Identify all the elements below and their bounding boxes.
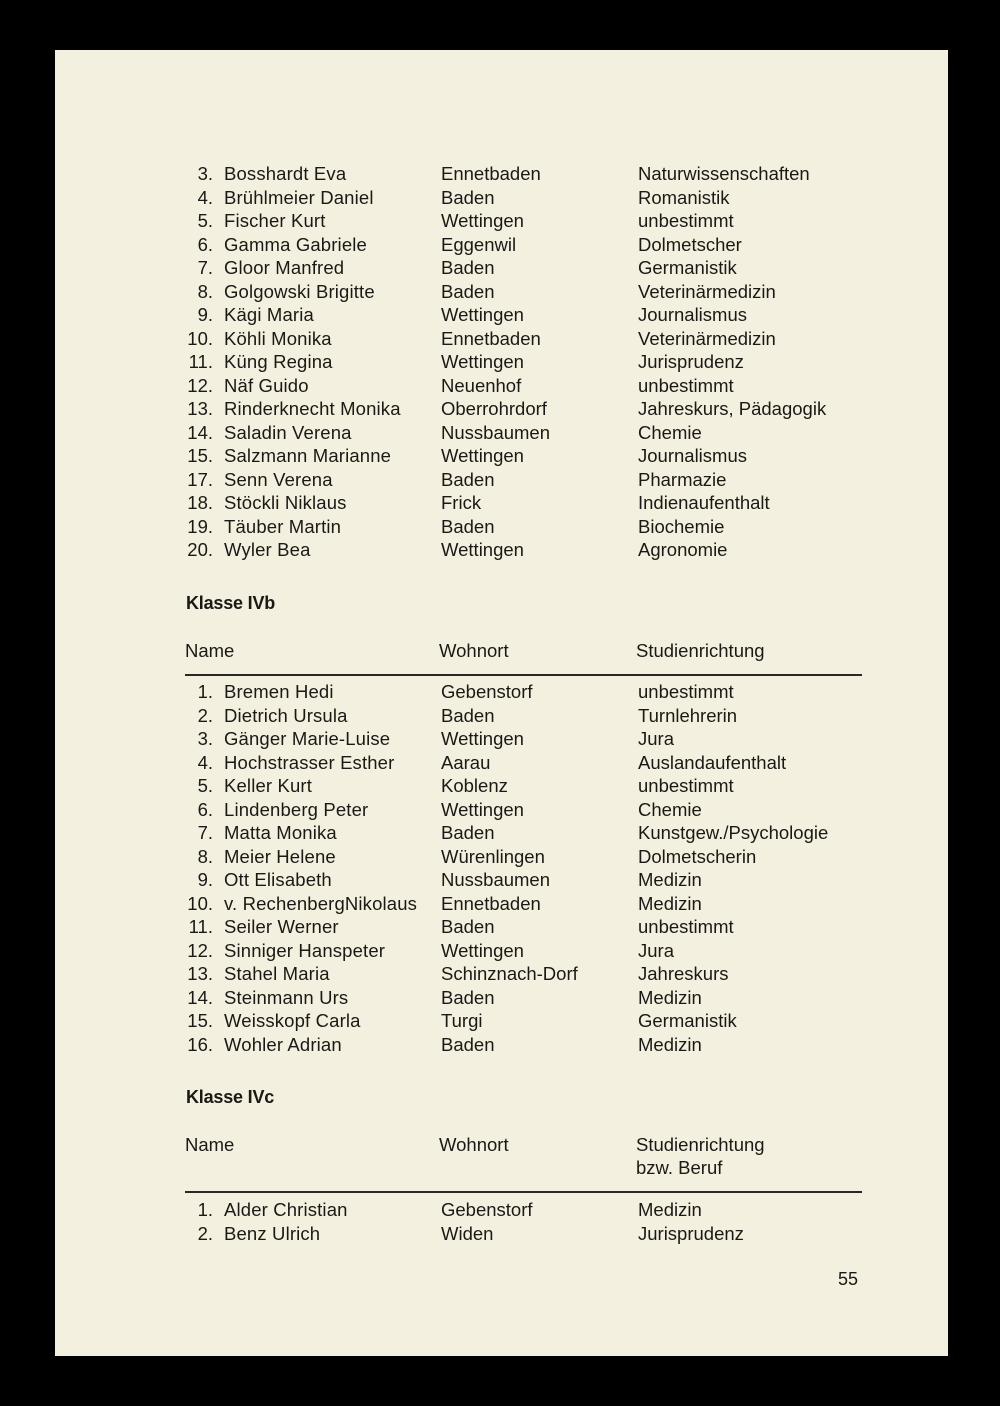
entry-wohnort: Ennetbaden: [441, 327, 541, 349]
entry-name: Steinmann Urs: [224, 986, 349, 1008]
list-item: [187, 303, 867, 327]
list-item: [187, 1009, 867, 1033]
entry-name: Matta Monika: [224, 822, 337, 843]
entry-wohnort: Würenlingen: [441, 845, 545, 867]
entry-number: 2.: [197, 704, 213, 726]
entry-name: Golgowski Brigitte: [224, 280, 375, 302]
entry-studienrichtung: Indienaufenthalt: [638, 492, 770, 513]
entry-number: 7.: [197, 257, 213, 278]
list-item: [187, 868, 867, 892]
list-item: [187, 798, 867, 822]
entry-name: Stahel Maria: [224, 963, 330, 984]
entry-wohnort: Wettingen: [441, 939, 524, 961]
entry-studienrichtung: unbestimmt: [638, 210, 734, 231]
entry-number: 8.: [197, 280, 213, 302]
entry-name: Salzmann Marianne: [224, 445, 392, 466]
entry-wohnort: Baden: [441, 986, 495, 1008]
entry-studienrichtung: Pharmazie: [638, 468, 727, 490]
entry-wohnort: Wettingen: [441, 539, 524, 560]
entry-studienrichtung: Auslandaufenthalt: [638, 751, 787, 773]
list-item: [187, 515, 867, 539]
entry-studienrichtung: Jura: [638, 728, 674, 749]
entry-name: Hochstrasser Esther: [224, 751, 395, 773]
list-item: [187, 421, 867, 445]
entry-wohnort: Aarau: [441, 751, 491, 773]
entry-number: 17.: [187, 468, 213, 490]
entry-name: Weisskopf Carla: [224, 1010, 361, 1031]
class-b-divider: [185, 674, 862, 676]
entry-wohnort: Baden: [441, 468, 495, 490]
entry-studienrichtung: Germanistik: [638, 257, 737, 278]
list-item: [187, 491, 867, 515]
entry-studienrichtung: Chemie: [638, 421, 702, 443]
entry-wohnort: Gebenstorf: [441, 681, 533, 702]
entry-wohnort: Baden: [441, 822, 495, 843]
entry-number: 3.: [197, 728, 213, 749]
entry-number: 4.: [197, 186, 213, 208]
list-item: [187, 233, 867, 257]
entry-number: 11.: [188, 916, 213, 937]
entry-number: 19.: [187, 515, 213, 537]
entry-studienrichtung: unbestimmt: [638, 775, 734, 796]
list-item: [187, 1222, 867, 1246]
entry-wohnort: Widen: [441, 1222, 494, 1244]
entry-wohnort: Baden: [441, 916, 495, 937]
entry-name: Dietrich Ursula: [224, 704, 348, 726]
entry-name: Wohler Adrian: [224, 1033, 342, 1055]
entry-wohnort: Wettingen: [441, 304, 524, 325]
list-item: [187, 350, 867, 374]
entry-number: 11.: [188, 351, 213, 372]
entry-studienrichtung: unbestimmt: [638, 374, 734, 396]
list-item: [187, 774, 867, 798]
page-number: 55: [838, 1269, 859, 1289]
entry-wohnort: Wettingen: [441, 445, 524, 466]
list-item: [187, 751, 867, 775]
entry-studienrichtung: Jurisprudenz: [638, 1222, 744, 1244]
entry-number: 15.: [187, 445, 213, 466]
list-item: [187, 680, 867, 704]
entry-wohnort: Schinznach-Dorf: [441, 963, 578, 984]
entry-name: Seiler Werner: [224, 916, 339, 937]
entry-number: 14.: [187, 986, 213, 1008]
entry-wohnort: Ennetbaden: [441, 163, 541, 184]
entry-wohnort: Baden: [441, 704, 495, 726]
entry-studienrichtung: Medizin: [638, 986, 702, 1008]
class-c-divider: [185, 1191, 862, 1193]
entry-name: Saladin Verena: [224, 421, 352, 443]
list-item: [187, 280, 867, 304]
entry-number: 14.: [187, 421, 213, 443]
list-item: [187, 892, 867, 916]
entry-number: 12.: [187, 939, 213, 961]
entry-name: Benz Ulrich: [224, 1222, 321, 1244]
entry-wohnort: Gebenstorf: [441, 1199, 533, 1220]
list-item: [187, 1033, 867, 1057]
entry-name: Küng Regina: [224, 351, 333, 372]
entry-studienrichtung: Journalismus: [638, 445, 747, 466]
entry-name: Bosshardt Eva: [224, 163, 347, 184]
entry-number: 10.: [187, 327, 213, 349]
list-item: [187, 915, 867, 939]
entry-wohnort: Wettingen: [441, 728, 524, 749]
entry-number: 15.: [187, 1010, 213, 1031]
entry-name: Täuber Martin: [224, 515, 342, 537]
entry-name: Brühlmeier Daniel: [224, 186, 374, 208]
list-item: [187, 845, 867, 869]
list-item: [187, 468, 867, 492]
entry-wohnort: Frick: [441, 492, 482, 513]
entry-number: 8.: [197, 845, 213, 867]
entry-studienrichtung: Jurisprudenz: [638, 351, 744, 372]
entry-number: 5.: [197, 775, 213, 796]
entry-number: 1.: [197, 681, 213, 702]
entry-number: 2.: [197, 1222, 213, 1244]
list-item: [187, 162, 867, 186]
entry-name: Gamma Gabriele: [224, 233, 367, 255]
entry-studienrichtung: Jura: [638, 939, 674, 961]
entry-number: 4.: [197, 751, 213, 773]
entry-studienrichtung: Naturwissenschaften: [638, 163, 810, 184]
entry-studienrichtung: Medizin: [638, 1199, 702, 1220]
entry-wohnort: Wettingen: [441, 351, 524, 372]
entry-name: Stöckli Niklaus: [224, 492, 347, 513]
entry-name: Lindenberg Peter: [224, 798, 369, 820]
entry-number: 1.: [197, 1199, 213, 1220]
class-b-list: [187, 680, 867, 1056]
entry-name: Meier Helene: [224, 845, 336, 867]
entry-studienrichtung: unbestimmt: [638, 681, 734, 702]
entry-wohnort: Nussbaumen: [441, 869, 551, 890]
list-item: [187, 186, 867, 210]
entry-wohnort: Nussbaumen: [441, 421, 551, 443]
entry-wohnort: Baden: [441, 280, 495, 302]
entry-number: 7.: [197, 822, 213, 843]
entry-name: Kägi Maria: [224, 304, 314, 325]
entry-wohnort: Oberrohrdorf: [441, 398, 547, 419]
entry-wohnort: Baden: [441, 186, 495, 208]
entry-wohnort: Ennetbaden: [441, 892, 541, 914]
list-item: [187, 538, 867, 562]
entry-number: 5.: [197, 210, 213, 231]
entry-wohnort: Baden: [441, 515, 495, 537]
entry-number: 9.: [197, 304, 213, 325]
entry-studienrichtung: Biochemie: [638, 515, 725, 537]
document-page: [55, 50, 948, 1356]
header-name: Name: [185, 1134, 235, 1155]
entry-number: 18.: [187, 492, 213, 513]
header-name: Name: [185, 640, 235, 661]
entry-name: Näf Guido: [224, 374, 309, 396]
class-c-heading: Klasse IVc: [186, 1087, 275, 1107]
entry-number: 13.: [187, 398, 213, 419]
entry-wohnort: Neuenhof: [441, 374, 522, 396]
entry-name: Köhli Monika: [224, 327, 332, 349]
entry-wohnort: Baden: [441, 257, 495, 278]
entry-studienrichtung: Journalismus: [638, 304, 747, 325]
entry-studienrichtung: Medizin: [638, 892, 702, 914]
entry-number: 16.: [187, 1033, 213, 1055]
header-wohnort: Wohnort: [439, 640, 509, 661]
entry-number: 3.: [197, 163, 213, 184]
entry-wohnort: Baden: [441, 1033, 495, 1055]
entry-name: Gänger Marie-Luise: [224, 728, 391, 749]
entry-wohnort: Eggenwil: [441, 233, 517, 255]
list-item: [187, 374, 867, 398]
entry-name: Keller Kurt: [224, 775, 313, 796]
entry-studienrichtung: Jahreskurs: [638, 963, 729, 984]
class-c-list: [187, 1198, 867, 1245]
entry-studienrichtung: Germanistik: [638, 1010, 737, 1031]
list-item: [187, 727, 867, 751]
entry-studienrichtung: Kunstgew./Psychologie: [638, 822, 829, 843]
entry-name: Senn Verena: [224, 468, 333, 490]
entry-name: Wyler Bea: [224, 539, 311, 560]
list-item: [187, 962, 867, 986]
entry-studienrichtung: Veterinärmedizin: [638, 327, 776, 349]
entry-name: Bremen Hedi: [224, 681, 334, 702]
entry-number: 13.: [187, 963, 213, 984]
entry-studienrichtung: Medizin: [638, 1033, 702, 1055]
entry-name: Gloor Manfred: [224, 257, 345, 278]
entry-number: 6.: [197, 233, 213, 255]
list-item: [187, 397, 867, 421]
list-item: [187, 821, 867, 845]
class-a-list: [187, 162, 867, 562]
entry-number: 20.: [187, 539, 213, 560]
entry-number: 9.: [197, 869, 213, 890]
entry-studienrichtung: Agronomie: [638, 539, 728, 560]
entry-studienrichtung: Chemie: [638, 798, 702, 820]
entry-studienrichtung: Veterinärmedizin: [638, 280, 776, 302]
list-item: [187, 704, 867, 728]
list-item: [187, 327, 867, 351]
list-item: [187, 444, 867, 468]
entry-studienrichtung: Dolmetscher: [638, 233, 742, 255]
entry-studienrichtung: Dolmetscherin: [638, 845, 757, 867]
entry-name: Ott Elisabeth: [224, 869, 332, 890]
header-wohnort: Wohnort: [439, 1134, 509, 1155]
entry-number: 12.: [187, 374, 213, 396]
entry-number: 10.: [187, 892, 213, 914]
entry-name: Fischer Kurt: [224, 210, 326, 231]
entry-studienrichtung: Medizin: [638, 869, 702, 890]
entry-wohnort: Koblenz: [441, 775, 508, 796]
entry-name: v. RechenbergNikolaus: [224, 892, 418, 914]
entry-name: Sinniger Hanspeter: [224, 939, 386, 961]
entry-name: Rinderknecht Monika: [224, 398, 401, 419]
entry-studienrichtung: Jahreskurs, Pädagogik: [638, 398, 827, 419]
entry-wohnort: Wettingen: [441, 798, 524, 820]
entry-wohnort: Wettingen: [441, 210, 524, 231]
entry-wohnort: Turgi: [441, 1010, 483, 1031]
list-item: [187, 939, 867, 963]
list-item: [187, 986, 867, 1010]
entry-name: Alder Christian: [224, 1199, 348, 1220]
list-item: [187, 1198, 867, 1222]
entry-number: 6.: [197, 798, 213, 820]
header-studienrichtung: Studienrichtung bzw. Beruf: [636, 1134, 765, 1178]
class-b-heading: Klasse IVb: [186, 593, 276, 613]
entry-studienrichtung: unbestimmt: [638, 916, 734, 937]
list-item: [187, 256, 867, 280]
header-studienrichtung: Studienrichtung: [636, 640, 765, 661]
entry-studienrichtung: Turnlehrerin: [638, 704, 738, 726]
entry-studienrichtung: Romanistik: [638, 186, 730, 208]
list-item: [187, 209, 867, 233]
